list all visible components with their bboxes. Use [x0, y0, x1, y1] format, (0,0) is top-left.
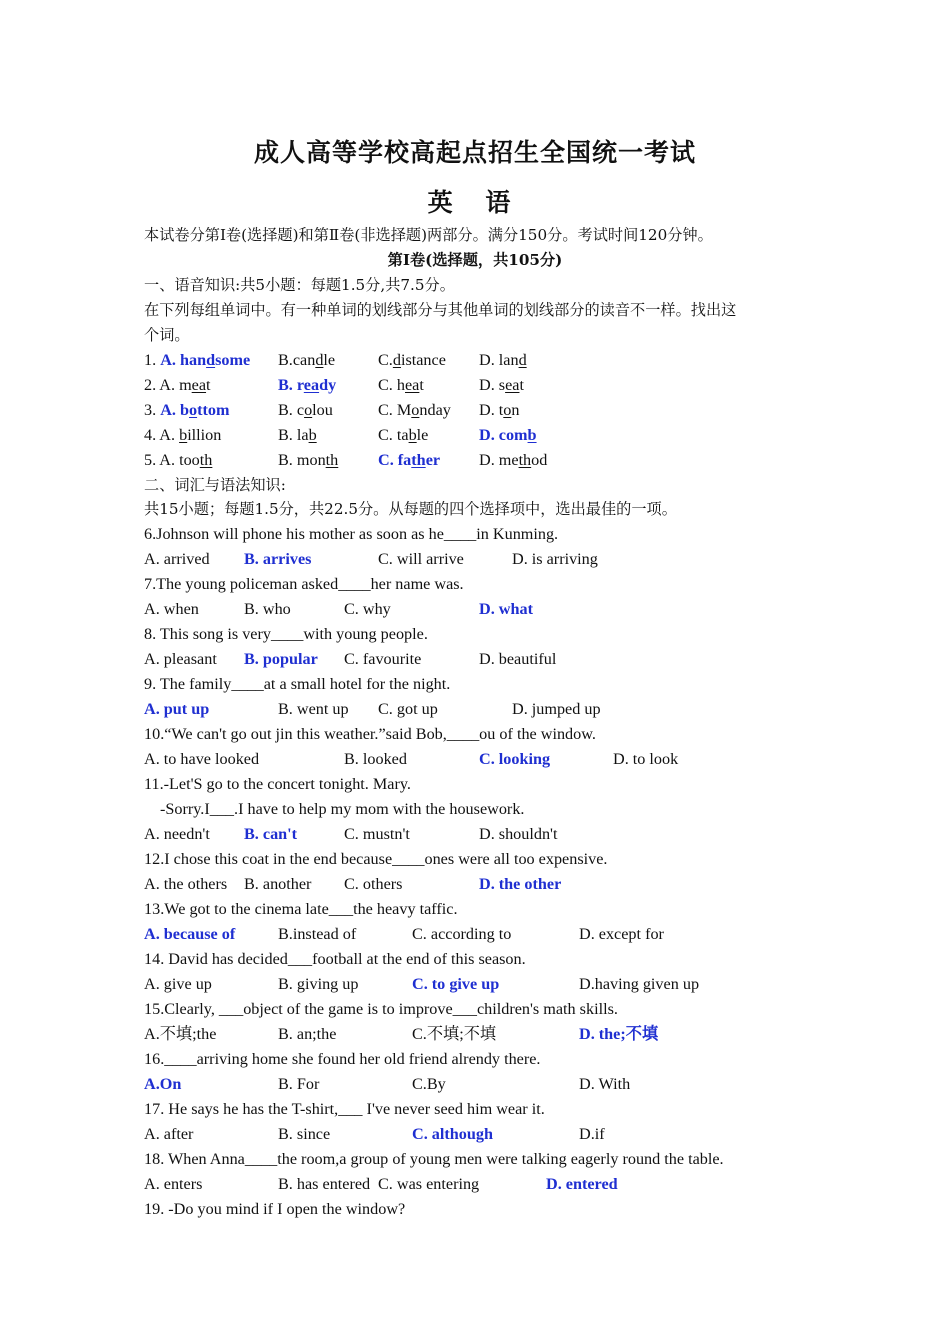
- option-c: [378, 448, 440, 473]
- question-stem: 12.I chose this coat in the end because____ones were all too expensive.: [144, 850, 608, 868]
- underlined-letters: th: [411, 451, 426, 469]
- option-text: istance: [400, 351, 446, 369]
- option-d: [479, 423, 537, 448]
- question-stem: 11.-Let'S go to the concert tonight. Mary.: [144, 775, 411, 793]
- underlined-letters: d: [392, 351, 401, 369]
- option-text: B. la: [278, 426, 309, 444]
- option-a: A. to have looked: [144, 750, 260, 768]
- option-text: le: [416, 426, 429, 444]
- option-text: B.can: [278, 351, 316, 369]
- option-c: [378, 348, 446, 373]
- question-number: 4.: [144, 426, 160, 444]
- option-text: od: [531, 451, 548, 469]
- option-d: D. beautiful: [479, 650, 557, 668]
- underlined-letters: o: [503, 401, 512, 419]
- option-c: C. why: [344, 600, 391, 618]
- options-row: [144, 1172, 804, 1197]
- options-row: [144, 922, 804, 947]
- question-stem: 17. He says he has the T-shirt,___ I've never seed him wear it.: [144, 1100, 545, 1118]
- underlined-letters: th: [518, 451, 532, 469]
- option-d: D. what: [479, 600, 533, 618]
- option-text: t: [519, 376, 524, 394]
- option-d: D. entered: [546, 1175, 618, 1193]
- option-text: C. M: [378, 401, 412, 419]
- option-b: B. an;the: [278, 1025, 337, 1043]
- option-b: B. arrives: [244, 550, 312, 568]
- option-text: A. too: [159, 451, 200, 469]
- option-text: C. ta: [378, 426, 409, 444]
- option-a: A. give up: [144, 975, 212, 993]
- options-row: [144, 1072, 804, 1097]
- options-row: [144, 822, 804, 847]
- phonetics-row: [144, 348, 804, 373]
- option-a: A. needn't: [144, 825, 210, 843]
- option-text: C. h: [378, 376, 405, 394]
- option-text: A. han: [160, 351, 207, 369]
- options-row: [144, 597, 804, 622]
- option-b: [278, 448, 338, 473]
- option-a: A. when: [144, 600, 199, 618]
- question-stem: 8. This song is very____with young people.: [144, 625, 428, 643]
- option-text: C. fa: [378, 451, 412, 469]
- option-b: B. popular: [244, 650, 318, 668]
- underlined-letters: d: [315, 351, 324, 369]
- option-text: t: [206, 376, 211, 394]
- underlined-letters: b: [308, 426, 317, 444]
- exam-title: 成人高等学校高起点招生全国统一考试: [253, 138, 696, 167]
- option-c: C. mustn't: [344, 825, 410, 843]
- option-a: [144, 398, 229, 423]
- underlined-letters: o: [411, 401, 420, 419]
- option-b: B. can't: [244, 825, 298, 843]
- question-stem-cont: -Sorry.I___.I have to help my mom with the housework.: [160, 800, 525, 818]
- option-d: [479, 398, 519, 423]
- options-row: [144, 1122, 804, 1147]
- option-b: B. another: [244, 875, 312, 893]
- option-b: B. went up: [278, 700, 349, 718]
- underlined-letters: ea: [405, 376, 420, 394]
- option-text: B. mon: [278, 451, 326, 469]
- option-text: D. com: [479, 426, 528, 444]
- question-stem: 6.Johnson will phone his mother as soon as he____in Kunming.: [144, 525, 559, 543]
- options-row: [144, 972, 804, 997]
- option-a: A. the others: [144, 875, 228, 893]
- option-d: [479, 448, 547, 473]
- option-d: D. the;不填: [579, 1025, 659, 1043]
- option-d: D. the other: [479, 875, 562, 893]
- question-stem: 13.We got to the cinema late___the heavy taffic.: [144, 900, 458, 918]
- question-stem: 14. David has decided___football at the end of this season.: [144, 950, 526, 968]
- option-text: t: [419, 376, 424, 394]
- underlined-letters: d: [206, 351, 216, 369]
- option-a: [144, 348, 250, 373]
- option-a: A. enters: [144, 1175, 203, 1193]
- section1-heading: 一、语音知识:共5小题：每题1.5分,共7.5分。: [144, 276, 455, 294]
- option-text: D. s: [479, 376, 506, 394]
- option-d: D. is arriving: [512, 550, 598, 568]
- option-b: B.instead of: [278, 925, 357, 943]
- option-text: A. m: [159, 376, 192, 394]
- underlined-letters: b: [408, 426, 417, 444]
- underlined-letters: ea: [191, 376, 207, 394]
- option-d: [479, 373, 524, 398]
- section1-instruction: 在下列每组单词中。有一种单词的划线部分与其他单词的划线部分的读音不一样。找出这: [144, 301, 737, 319]
- option-b: [278, 373, 336, 398]
- phonetics-row: [144, 373, 804, 398]
- part1-heading: 第Ⅰ卷(选择题，共105分): [387, 251, 563, 269]
- option-c: C. was entering: [378, 1175, 480, 1193]
- underlined-letters: b: [179, 426, 188, 444]
- underlined-letters: d: [518, 351, 527, 369]
- option-text: D. t: [479, 401, 504, 419]
- option-c: C. to give up: [412, 975, 500, 993]
- option-text: ttom: [197, 401, 230, 419]
- option-a: A.On: [144, 1075, 182, 1093]
- option-a: A. after: [144, 1125, 194, 1143]
- options-row: [144, 547, 804, 572]
- options-row: [144, 872, 804, 897]
- option-text: A. b: [160, 401, 189, 419]
- option-b: B. has entered: [278, 1175, 371, 1193]
- option-c: C. although: [412, 1125, 493, 1143]
- option-text: lou: [312, 401, 333, 419]
- option-text: illion: [187, 426, 222, 444]
- option-c: C. favourite: [344, 650, 422, 668]
- options-row: [144, 697, 804, 722]
- option-b: B. since: [278, 1125, 331, 1143]
- underlined-letters: b: [527, 426, 537, 444]
- option-a: A.不填;the: [144, 1025, 217, 1043]
- section1-instruction-cont: 个词。: [144, 326, 190, 344]
- option-c: C. will arrive: [378, 550, 464, 568]
- section2-instruction: 共15小题；每题1.5分，共22.5分。从每题的四个选择项中，选出最佳的一项。: [144, 500, 677, 518]
- option-text: nday: [419, 401, 451, 419]
- phonetics-row: [144, 398, 804, 423]
- option-b: B. looked: [344, 750, 407, 768]
- options-row: [144, 747, 804, 772]
- question-stem: 9. The family____at a small hotel for the night.: [144, 675, 451, 693]
- option-a: A. put up: [144, 700, 210, 718]
- option-a: [144, 373, 211, 398]
- option-text: A.: [159, 426, 180, 444]
- option-c: C. according to: [412, 925, 512, 943]
- option-d: D.having given up: [579, 975, 700, 993]
- question-stem: 7.The young policeman asked____her name was.: [144, 575, 464, 593]
- option-c: [378, 423, 428, 448]
- options-row: [144, 647, 804, 672]
- phonetics-row: [144, 448, 804, 473]
- option-c: C. others: [344, 875, 403, 893]
- option-c: C. got up: [378, 700, 438, 718]
- phonetics-row: [144, 423, 804, 448]
- option-d: D. With: [579, 1075, 631, 1093]
- option-a: [144, 448, 212, 473]
- question-stem: 19. -Do you mind if I open the window?: [144, 1200, 406, 1218]
- option-text: le: [323, 351, 336, 369]
- option-c: [378, 398, 451, 423]
- question-number: 5.: [144, 451, 160, 469]
- option-text: er: [425, 451, 441, 469]
- underlined-letters: o: [304, 401, 313, 419]
- option-text: n: [511, 401, 520, 419]
- underlined-letters: ea: [505, 376, 520, 394]
- option-d: D. to look: [613, 750, 679, 768]
- option-c: [378, 373, 424, 398]
- underlined-letters: o: [188, 401, 198, 419]
- option-c: C.By: [412, 1075, 446, 1093]
- option-text: some: [215, 351, 251, 369]
- option-text: C.: [378, 351, 393, 369]
- option-b: B. For: [278, 1075, 320, 1093]
- option-d: D.if: [579, 1125, 605, 1143]
- underlined-letters: th: [199, 451, 213, 469]
- option-text: B. c: [278, 401, 305, 419]
- option-b: [278, 423, 317, 448]
- option-a: A. pleasant: [144, 650, 217, 668]
- question-stem: 15.Clearly, ___object of the game is to improve___children's math skills.: [144, 1000, 618, 1018]
- option-c: C.不填;不填: [412, 1025, 497, 1043]
- option-b: [278, 348, 335, 373]
- question-number: 1.: [144, 351, 161, 369]
- option-d: D. shouldn't: [479, 825, 558, 843]
- section2-heading: 二、词汇与语法知识:: [144, 476, 286, 494]
- underlined-letters: ea: [303, 376, 320, 394]
- option-a: [144, 423, 221, 448]
- option-d: [479, 348, 527, 373]
- option-b: [278, 398, 333, 423]
- option-a: A. because of: [144, 925, 236, 943]
- question-number: 2.: [144, 376, 160, 394]
- question-stem: 18. When Anna____the room,a group of young men were talking eagerly round the table.: [144, 1150, 724, 1168]
- option-b: B. giving up: [278, 975, 359, 993]
- exam-intro: 本试卷分第Ⅰ卷(选择题)和第Ⅱ卷(非选择题)两部分。满分150分。考试时间120分钟。: [144, 226, 713, 244]
- option-text: D. me: [479, 451, 519, 469]
- option-c: C. looking: [479, 750, 551, 768]
- options-row: [144, 1022, 804, 1047]
- question-stem: 10.“We can't go out jin this weather.”said Bob,____ou of the window.: [144, 725, 596, 743]
- option-d: D. except for: [579, 925, 664, 943]
- underlined-letters: th: [325, 451, 339, 469]
- question-number: 3.: [144, 401, 161, 419]
- option-text: B. r: [278, 376, 304, 394]
- option-text: dy: [319, 376, 337, 394]
- option-d: D. jumped up: [512, 700, 601, 718]
- question-stem: 16.____arriving home she found her old friend alrendy there.: [144, 1050, 541, 1068]
- option-text: D. lan: [479, 351, 519, 369]
- option-a: A. arrived: [144, 550, 210, 568]
- subject-title: 英 语: [427, 188, 523, 217]
- option-b: B. who: [244, 600, 291, 618]
